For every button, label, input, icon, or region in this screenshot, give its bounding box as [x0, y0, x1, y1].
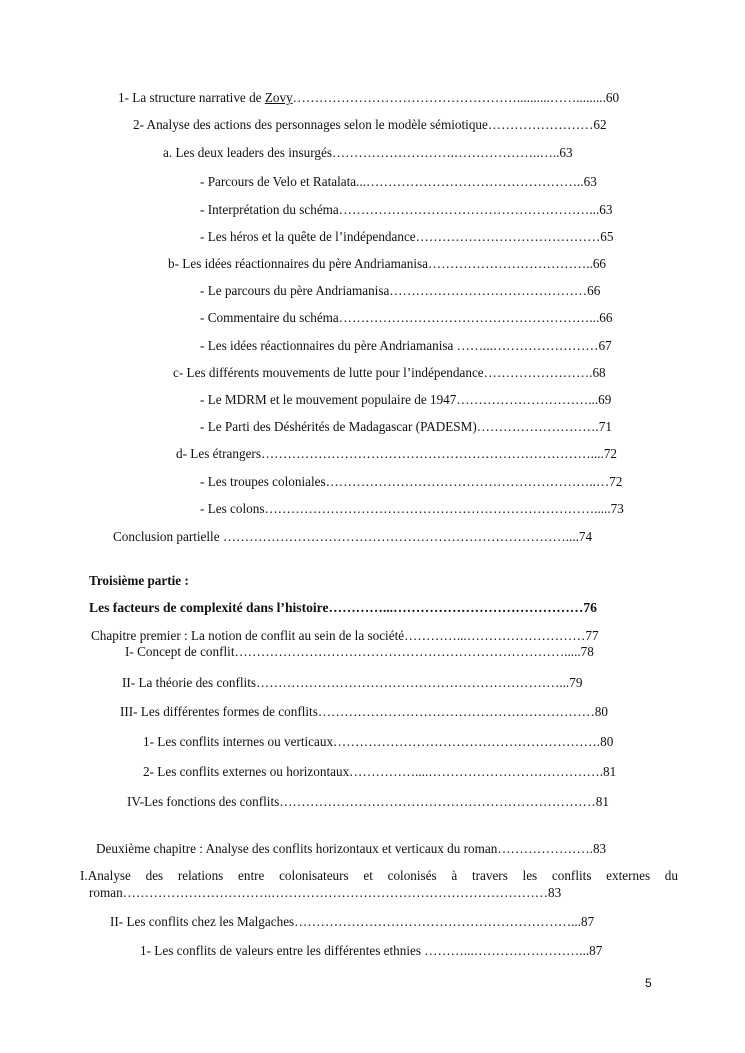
toc-entry: IV-Les fonctions des conflits………………………………………………………………81 [127, 794, 609, 809]
toc-entry-text: 1- La structure narrative de [118, 90, 265, 105]
toc-entry: b- Les idées réactionnaires du père Andriamanisa………………………………..66 [168, 256, 607, 271]
toc-entry: 1- Les conflits de valeurs entre les différentes ethnies ………...……………………...87 [140, 943, 603, 958]
toc-entry-conclusion: Conclusion partielle ……………………………………………………………………....74 [113, 529, 593, 544]
toc-entry: I.Analyse des relations entre colonisateurs et colonisés à travers les conflits externes du [80, 868, 678, 883]
part-heading: Troisième partie : [89, 573, 189, 588]
toc-entry: - Le Parti des Déshérités de Madagascar (PADESM)……………………….71 [200, 419, 612, 434]
toc-entry: - Le parcours du père Andriamanisa………………………………………66 [200, 283, 601, 298]
chapter-title: Deuxième chapitre : Analyse des conflits horizontaux et verticaux du roman………………….83 [96, 841, 607, 856]
toc-entry: 2- Analyse des actions des personnages selon le modèle sémiotique……………………62 [133, 117, 607, 132]
toc-entry: - Parcours de Velo et Ratalata...…………………………………………..63 [200, 174, 597, 189]
toc-entry: - Les héros et la quête de l’indépendance……………………………………65 [200, 229, 614, 244]
toc-entry: 1- Les conflits internes ou verticaux…………………………………………………….80 [143, 734, 614, 749]
toc-entry: - Les troupes coloniales……………………………………………………..…72 [200, 474, 623, 489]
page-number: 5 [645, 976, 652, 990]
part-title: Les facteurs de complexité dans l’histoire…………...……………………………………76 [89, 600, 597, 615]
toc-entry: - Le MDRM et le mouvement populaire de 1947…………………………...69 [200, 392, 612, 407]
toc-entry: - Les colons………………………………………………………………….....73 [200, 501, 624, 516]
toc-entry-link: Zovy [264, 90, 293, 105]
toc-entry-leader: ……………………………………………..........…….........60 [292, 90, 620, 105]
chapter-title: Chapitre premier : La notion de conflit au sein de la société…………...………………………77 [91, 628, 599, 643]
toc-entry: - Interprétation du schéma…………………………………………………...63 [200, 202, 613, 217]
toc-entry: 2- Les conflits externes ou horizontaux……………....………………………………….81 [143, 764, 617, 779]
toc-entry: III- Les différentes formes de conflits………………………………………………………80 [120, 704, 608, 719]
toc-entry: c- Les différents mouvements de lutte pour l’indépendance…………………….68 [173, 365, 606, 380]
toc-entry: I- Concept de conflit………………………………………………………………….....78 [125, 644, 594, 659]
toc-entry: a. Les deux leaders des insurgés……………………….………………..…..63 [163, 145, 573, 160]
toc-entry: roman…………………………….………………………………………………………83 [89, 885, 562, 900]
toc-entry: - Commentaire du schéma…………………………………………………...66 [200, 310, 613, 325]
toc-entry: II- La théorie des conflits……………………………………………………………...79 [122, 675, 583, 690]
toc-entry [118, 90, 678, 106]
toc-entry: - Les idées réactionnaires du père Andriamanisa ……...……………………67 [200, 338, 612, 353]
toc-entry: d- Les étrangers…………………………………………………………………....72 [176, 446, 618, 461]
toc-entry: II- Les conflits chez les Malgaches………………………………………………………...87 [110, 914, 595, 929]
